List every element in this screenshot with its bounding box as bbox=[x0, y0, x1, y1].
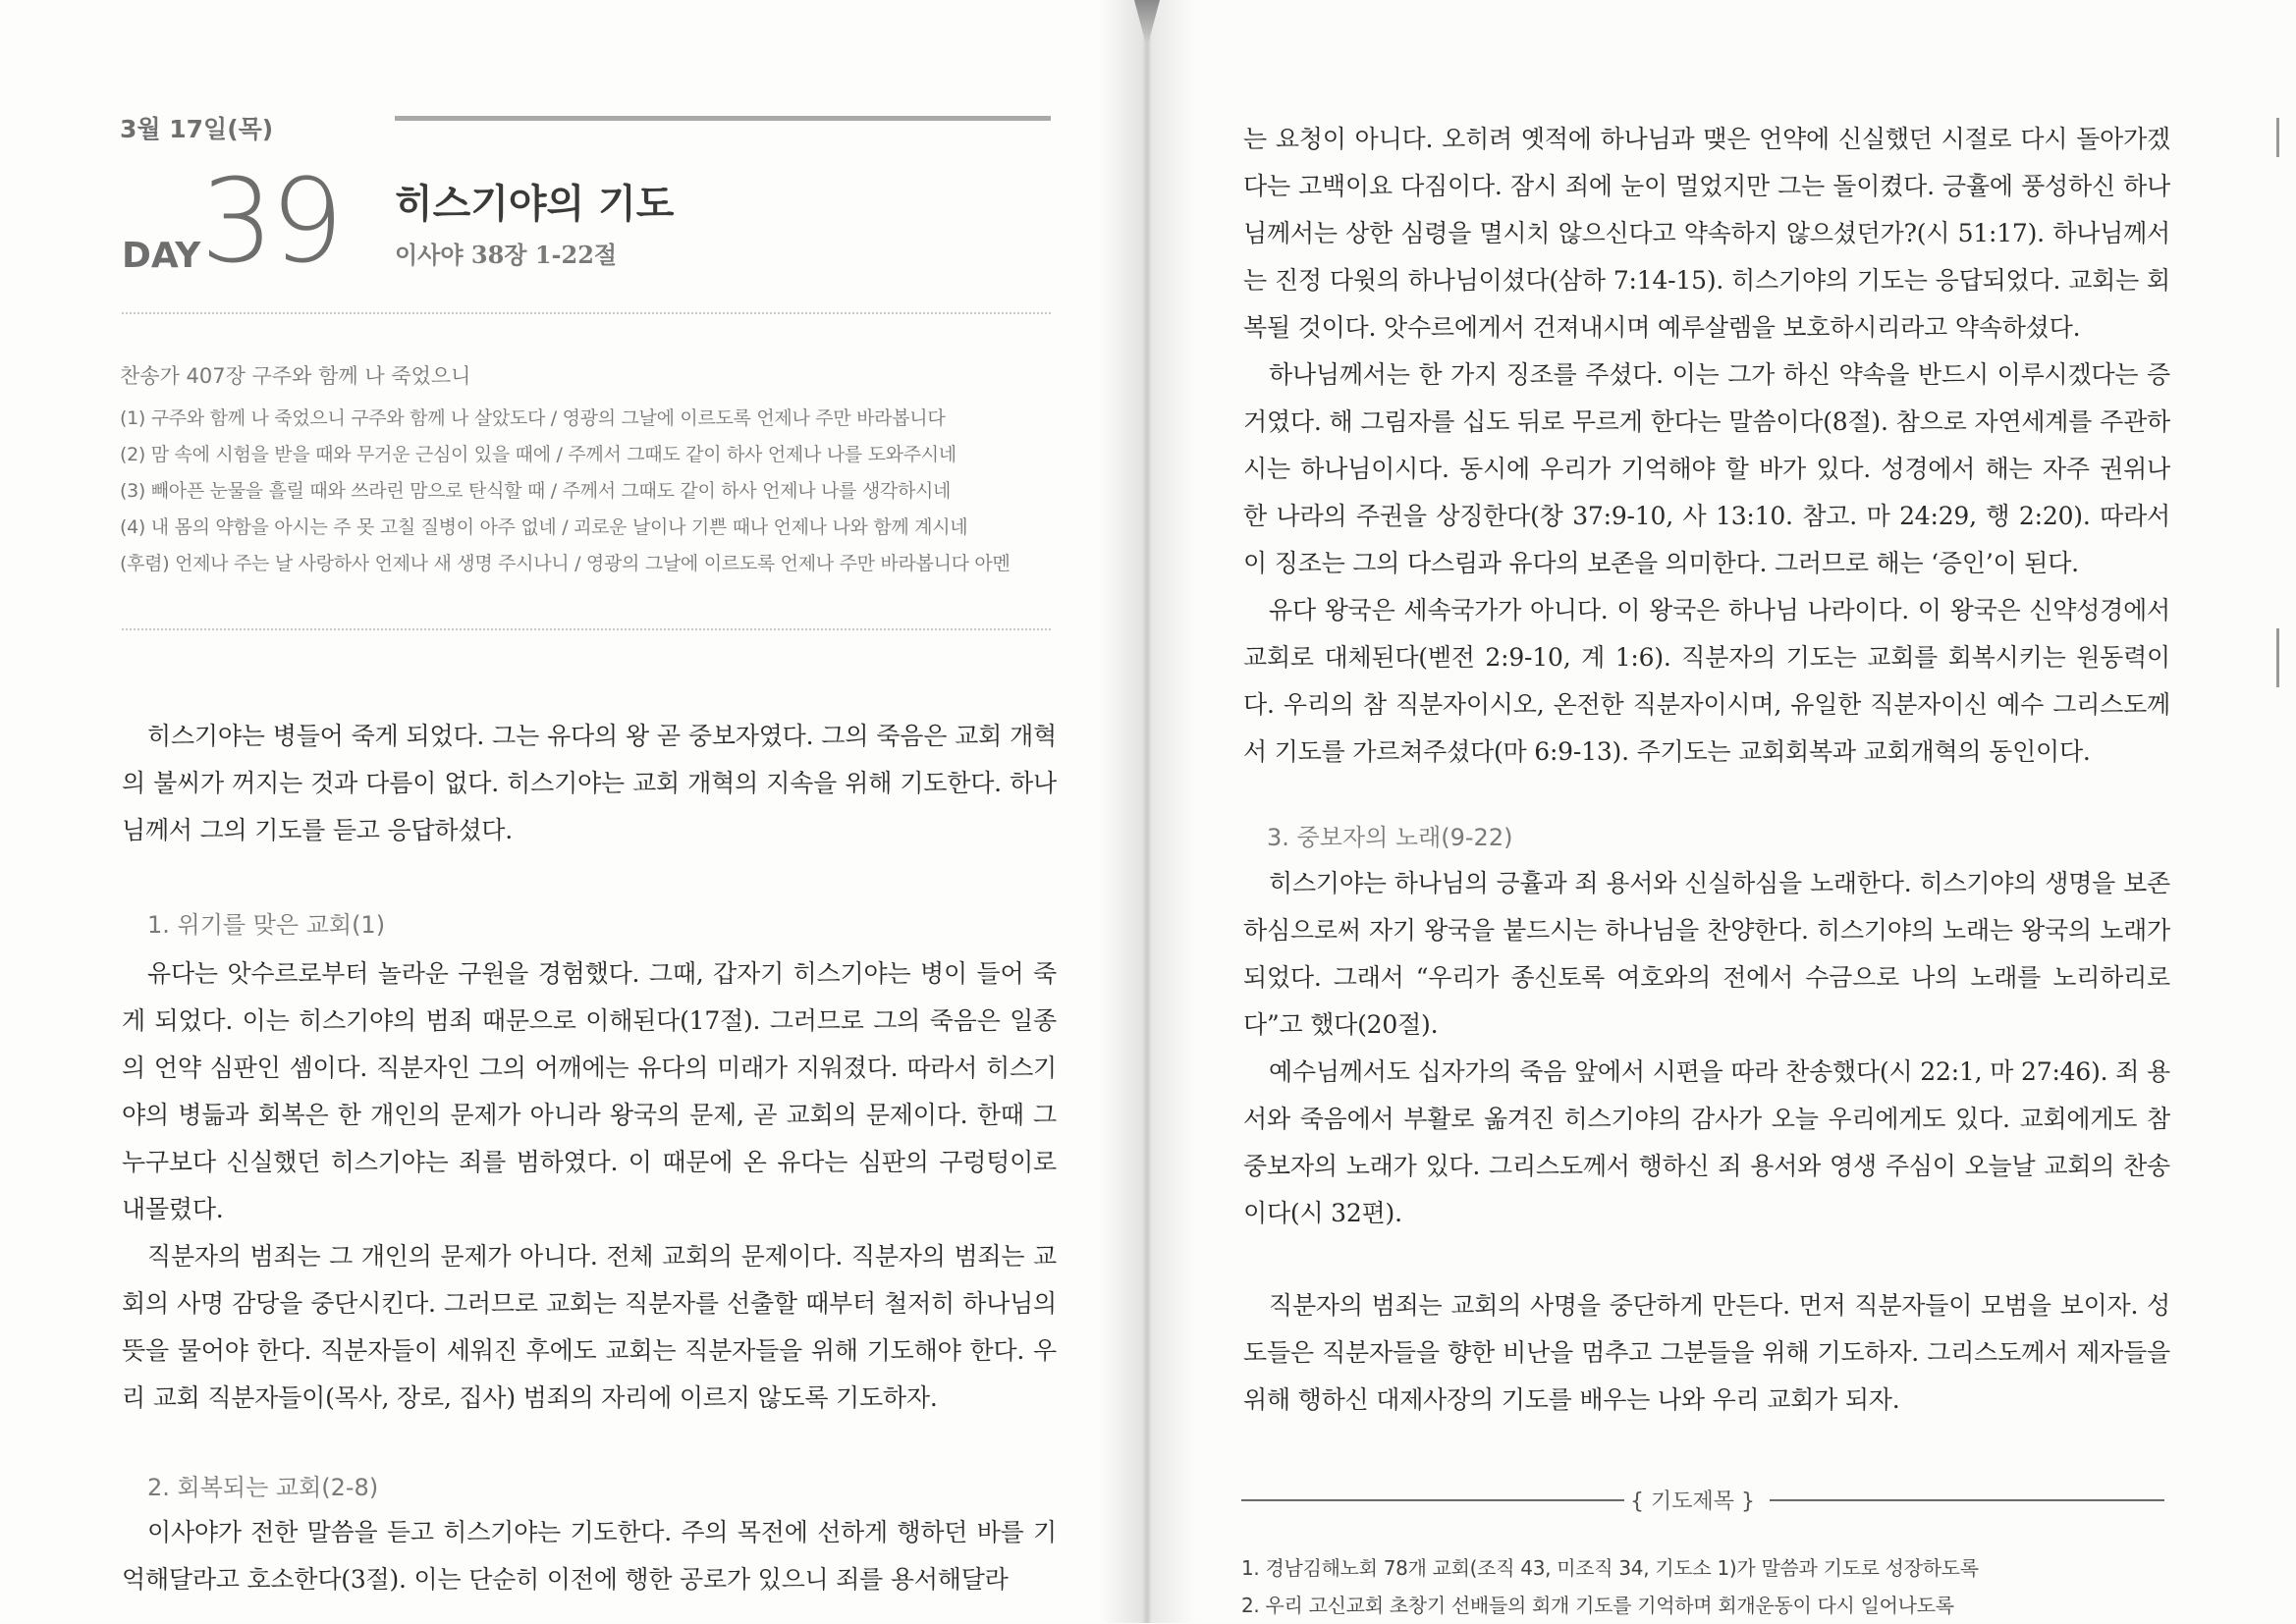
hymn-verses bbox=[120, 401, 1063, 582]
prayer-list bbox=[1241, 1549, 1979, 1624]
section-heading: 2. 회복되는 교회(2-8) bbox=[147, 1474, 379, 1501]
prayer-rule-right bbox=[1770, 1499, 2164, 1501]
hymn-verse: (4) 내 몸의 약함을 아시는 주 못 고칠 질병이 아주 없네 / 괴로운 날이나 기쁜 때나 언제나 나와 함께 계시네 bbox=[120, 516, 968, 538]
day-word: DAY bbox=[122, 236, 201, 276]
prayer-heading bbox=[1630, 1485, 1755, 1515]
hymn-verse: (1) 구주와 함께 나 죽었으니 구주와 함께 나 살았도다 / 영광의 그날에 이르도록 언제나 주만 바라봅니다 bbox=[120, 407, 946, 429]
hymn-verse: (후렴) 언제나 주는 날 사랑하사 언제나 새 생명 주시나니 / 영광의 그날에 이르도록 언제나 주만 바라봅니다 아멘 bbox=[120, 553, 1011, 574]
divider-dotted bbox=[122, 312, 1051, 314]
body-paragraph: 직분자의 범죄는 그 개인의 문제가 아니다. 전체 교회의 문제이다. 직분자의 범죄는 교회의 사명 감당을 중단시킨다. 그러므로 교회는 직분자를 선출할 때부터 철저히 하나님의 뜻을 물어야 한다. 직분자들이 세워진 후에도 교회는 직분자들을 위해 기도해야 한다. 우리 교회 직분자들이(목사, 장로, 집사) 범죄의 자리에 이르지 않도록 기도하자. bbox=[122, 1242, 1057, 1412]
body-paragraph: 유다 왕국은 세속국가가 아니다. 이 왕국은 하나님 나라이다. 이 왕국은 신약성경에서 교회로 대체된다(벧전 2:9-10, 계 1:6). 직분자의 기도는 교회를 회복시키는 원동력이다. 우리의 참 직분자이시오, 온전한 직분자이시며, 유일한 직분자이신 예수 그리스도께서 기도를 가르쳐주셨다(마 6:9-13). 주기도는 교회회복과 교회개혁의 동인이다. bbox=[1243, 596, 2170, 766]
divider-dotted bbox=[122, 628, 1051, 630]
hymn-title: 찬송가 407장 구주와 함께 나 죽었으니 bbox=[120, 364, 471, 388]
prayer-label: 기도제목 bbox=[1651, 1489, 1735, 1514]
prayer-item: 2. 우리 고신교회 초창기 선배들의 회개 기도를 기억하며 회개운동이 다시 일어나도록 bbox=[1241, 1594, 1954, 1617]
body-paragraph: 유다는 앗수르로부터 놀라운 구원을 경험했다. 그때, 갑자기 히스기야는 병이 들어 죽게 되었다. 이는 히스기야의 범죄 때문으로 이해된다(17절). 그러므로 그의 죽음은 일종의 언약 심판인 셈이다. 직분자인 그의 어깨에는 유다의 미래가 지워졌다. 따라서 히스기야의 병듦과 회복은 한 개인의 문제가 아니라 왕국의 문제, 곧 교회의 문제이다. 한때 그 누구보다 신실했던 히스기야는 죄를 범하였다. 이 때문에 온 유다는 심판의 구렁텅이로 내몰렸다. bbox=[122, 959, 1057, 1223]
section-heading: 3. 중보자의 노래(9-22) bbox=[1267, 824, 1513, 851]
prayer-item: 1. 경남김해노회 78개 교회(조직 43, 미조직 34, 기도소 1)가 말씀과 기도로 성장하도록 bbox=[1241, 1556, 1979, 1580]
body-paragraph: 는 요청이 아니다. 오히려 옛적에 하나님과 맺은 언약에 신실했던 시절로 다시 돌아가겠다는 고백이요 다짐이다. 잠시 죄에 눈이 멀었지만 그는 돌이켰다. 긍휼에 풍성하신 하나님께서는 상한 심령을 멸시치 않으신다고 약속하지 않으셨던가?(시 51:17). 하나님께서는 진정 다윗의 하나님이셨다(삼하 7:14-15). 히스기야의 기도는 응답되었다. 교회는 회복될 것이다. 앗수르에게서 건져내시며 예루살렘을 보호하시리라고 약속하셨다. bbox=[1243, 125, 2170, 342]
body-paragraph: 예수님께서도 십자가의 죽음 앞에서 시편을 따라 찬송했다(시 22:1, 마 27:46). 죄 용서와 죽음에서 부활로 옮겨진 히스기야의 감사가 오늘 우리에게도 있다. 교회에게도 참 중보자의 노래가 있다. 그리스도께서 행하신 죄 용서와 영생 주심이 오늘날 교회의 찬송이다(시 32편). bbox=[1243, 1057, 2170, 1227]
hymn-verse: (2) 맘 속에 시험을 받을 때와 무거운 근심이 있을 때에 / 주께서 그때도 같이 하사 언제나 나를 도와주시네 bbox=[120, 444, 957, 465]
header-rule bbox=[395, 116, 1051, 121]
scripture-reference: 이사야 38장 1-22절 bbox=[395, 241, 618, 269]
prayer-rule-left bbox=[1241, 1499, 1624, 1501]
intro-paragraph: 히스기야는 병들어 죽게 되었다. 그는 유다의 왕 곧 중보자였다. 그의 죽음은 교회 개혁의 불씨가 꺼지는 것과 다름이 없다. 히스기야는 교회 개혁의 지속을 위해 기도한다. 하나님께서 그의 기도를 듣고 응답하셨다. bbox=[122, 722, 1057, 844]
bracket-open-icon: { bbox=[1630, 1489, 1651, 1514]
scan-edge-mark bbox=[2276, 628, 2279, 687]
body-paragraph: 직분자의 범죄는 교회의 사명을 중단하게 만든다. 먼저 직분자들이 모범을 보이자. 성도들은 직분자들을 향한 비난을 멈추고 그분들을 위해 기도하자. 그리스도께서 제자들을 위해 행하신 대제사장의 기도를 배우는 나와 우리 교회가 되자. bbox=[1243, 1291, 2170, 1414]
book-gutter-shadow bbox=[1098, 0, 1196, 1623]
bracket-close-icon: } bbox=[1734, 1489, 1756, 1514]
body-paragraph: 하나님께서는 한 가지 징조를 주셨다. 이는 그가 하신 약속을 반드시 이루시겠다는 증거였다. 해 그림자를 십도 뒤로 무르게 한다는 말씀이다(8절). 참으로 자연세계를 주관하시는 하나님이시다. 동시에 우리가 기억해야 할 바가 있다. 성경에서 해는 자주 권위나 한 나라의 주권을 상징한다(창 37:9-10, 사 13:10. 참고. 마 24:29, 행 2:20). 따라서 이 징조는 그의 다스림과 유다의 보존을 의미한다. 그러므로 해는 ‘증인’이 된다. bbox=[1243, 360, 2170, 577]
body-paragraph: 히스기야는 하나님의 긍휼과 죄 용서와 신실하심을 노래한다. 히스기야의 생명을 보존하심으로써 자기 왕국을 붙드시는 하나님을 찬양한다. 히스기야의 노래는 왕국의 노래가 되었다. 그래서 “우리가 종신토록 여호와의 전에서 수금으로 나의 노래를 노리하리로다”고 했다(20절). bbox=[1243, 869, 2170, 1039]
date-label: 3월 17일(목) bbox=[120, 115, 274, 143]
body-paragraph: 이사야가 전한 말씀을 듣고 히스기야는 기도한다. 주의 목전에 선하게 행하던 바를 기억해달라고 호소한다(3절). 이는 단순히 이전에 행한 공로가 있으니 죄를 용서해달라 bbox=[122, 1518, 1057, 1594]
hymn-verse: (3) 빼아픈 눈물을 흘릴 때와 쓰라린 맘으로 탄식할 때 / 주께서 그때도 같이 하사 언제나 나를 생각하시네 bbox=[120, 480, 952, 502]
scan-edge-mark bbox=[2276, 118, 2279, 157]
page-title: 히스기야의 기도 bbox=[395, 182, 675, 227]
day-number: 39 bbox=[200, 153, 341, 289]
section-heading: 1. 위기를 맞은 교회(1) bbox=[147, 911, 386, 939]
